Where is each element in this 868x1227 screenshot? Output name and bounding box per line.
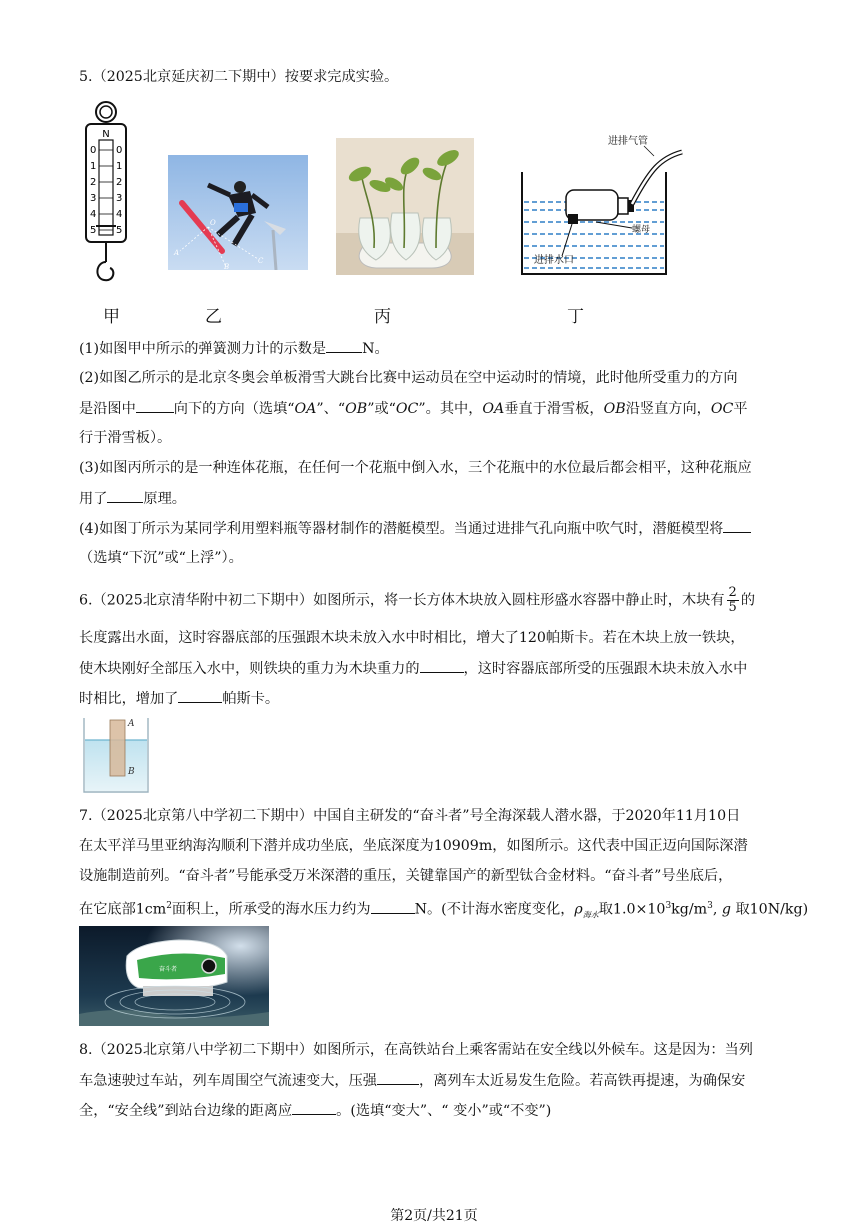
- label-water-inlet: 进排水口: [534, 255, 574, 266]
- q5-part3-line1: (3)如图丙所示的是一种连体花瓶，在任何一个花瓶中倒入水，三个花瓶中的水位最后都会相平，这种花瓶应: [79, 460, 752, 476]
- scale-mark-left-3: 3: [90, 193, 97, 204]
- skier-label-o: O: [210, 219, 216, 227]
- scale-mark-right-2: 2: [116, 177, 123, 188]
- q5-part3-line2: 用了 原理。: [79, 488, 186, 509]
- q8-line1: 8.（2025北京第八中学初二下期中）如图所示，在高铁站台上乘客需站在安全线以外候车。这是因为：当列: [79, 1042, 753, 1058]
- scale-mark-left-5: 5: [90, 225, 97, 236]
- q5-title: 5.（2025北京延庆初二下期中）按要求完成实验。: [79, 69, 399, 85]
- answer-blank[interactable]: [723, 518, 751, 533]
- answer-blank[interactable]: [136, 398, 174, 413]
- answer-blank[interactable]: [371, 899, 415, 914]
- caption-ding: 丁: [567, 307, 584, 327]
- caption-yi: 乙: [205, 307, 222, 327]
- connected-vases-figure: [336, 138, 474, 275]
- label-exhaust-pipe: 进排气管: [608, 136, 648, 147]
- scale-mark-right-0: 0: [116, 145, 123, 156]
- scale-mark-right-4: 4: [116, 209, 123, 220]
- answer-blank[interactable]: [326, 338, 362, 353]
- caption-jia: 甲: [103, 307, 120, 327]
- answer-blank[interactable]: [420, 658, 464, 673]
- q6-line4: 时相比，增加了 帕斯卡。: [79, 688, 279, 709]
- q5-p1-text: (1)如图甲中所示的弹簧测力计的示数是: [79, 341, 327, 357]
- scale-mark-left-4: 4: [90, 209, 97, 220]
- answer-blank[interactable]: [377, 1070, 419, 1085]
- q6-line3: 使木块刚好全部压入水中，则铁块的重力为木块重力的 ，这时容器底部所受的压强跟木块未放入水中: [79, 658, 747, 679]
- q6-line1: 6.（2025北京清华附中初二下期中）如图所示，将一长方体木块放入圆柱形盛水容器中静止时，木块有 $\frac{2}{5}$ 的: [79, 585, 756, 615]
- scale-mark-left-2: 2: [90, 177, 97, 188]
- answer-blank[interactable]: [178, 688, 222, 703]
- page-number: 第2页/共21页: [390, 1208, 478, 1224]
- spring-scale-figure: [82, 100, 132, 290]
- block-label-b: B: [128, 767, 135, 777]
- snowboarder-figure: [168, 155, 308, 270]
- q7-line4: 在它底部$1cm^2$面积上，所承受的海水压力约为 N。(不计海水密度变化，$\rho_{海水}$取$1.0\times 10^3kg/m^3$, g 取10N/kg): [79, 896, 808, 926]
- scale-top-ring: [96, 102, 116, 122]
- caption-bing: 丙: [374, 307, 391, 327]
- skier-label-b: B: [224, 263, 230, 270]
- scale-mark-left-1: 1: [90, 161, 97, 172]
- scale-mark-right-3: 3: [116, 193, 123, 204]
- q7-line1: 7.（2025北京第八中学初二下期中）中国自主研发的“奋斗者”号全海深载人潜水器，于2020年11月10日: [79, 808, 741, 824]
- q5-part2-line1: (2)如图乙所示的是北京冬奥会单板滑雪大跳台比赛中运动员在空中运动时的情境，此时他所受重力的方向: [79, 370, 738, 386]
- q6-line2: 长度露出水面，这时容器底部的压强跟木块未放入水中时相比，增大了120帕斯卡。若在木块上放一铁块，: [79, 630, 745, 646]
- skier-label-c: C: [258, 257, 264, 265]
- submersible-name-label: 奋斗者: [159, 966, 178, 973]
- scale-mark-right-1: 1: [116, 161, 123, 172]
- skier-label-a: A: [174, 249, 180, 257]
- q7-line3: 设施制造前列。“奋斗者”号能承受万米深潜的重压，关键靠国产的新型钛合金材料。“奋斗者”号坐底后，: [79, 868, 733, 884]
- scale-unit: N: [102, 129, 110, 140]
- q5-part1: [79, 338, 389, 359]
- q7-line2: 在太平洋马里亚纳海沟顺利下潜并成功坐底，坐底深度为10909m，如图所示。这代表中国正迈向国际深潜: [79, 838, 748, 854]
- q8-line3: 全，“安全线”到站台边缘的距离应 。(选填“变大”、“ 变小”或“不变”): [79, 1100, 551, 1121]
- block-label-a: A: [128, 719, 135, 729]
- scale-hook: [97, 262, 113, 280]
- scale-mark-left-0: 0: [90, 145, 97, 156]
- q5-part4-line2: （选填“下沉”或“上浮”）。: [79, 550, 243, 566]
- q5-part4-line1: (4)如图丁所示为某同学利用塑料瓶等器材制作的潜艇模型。当通过进排气孔向瓶中吹气时，潜艇模型将: [79, 518, 751, 539]
- fraction-two-fifths: $\frac{2}{5}$: [728, 585, 737, 615]
- submarine-model-figure: [520, 130, 690, 278]
- q5-part2-line3: 行于滑雪板）。: [79, 430, 172, 446]
- label-nut: 螺母: [632, 225, 651, 235]
- q5-part2-line2: 是沿图中 向下的方向（选填“OA”、“OB”或“OC”。其中，OA垂直于滑雪板，OB沿竖直方向，OC平: [79, 398, 748, 419]
- beaker-block-figure: [80, 716, 152, 796]
- answer-blank[interactable]: [292, 1100, 336, 1115]
- q8-line2: 车急速驶过车站，列车周围空气流速变大，压强 ，离列车太近易发生危险。若高铁再提速，为确保安: [79, 1070, 745, 1091]
- q5-p1-unit: N。: [362, 341, 389, 357]
- scale-mark-right-5: 5: [116, 225, 123, 236]
- answer-blank[interactable]: [107, 488, 143, 503]
- submersible-figure: [79, 926, 269, 1026]
